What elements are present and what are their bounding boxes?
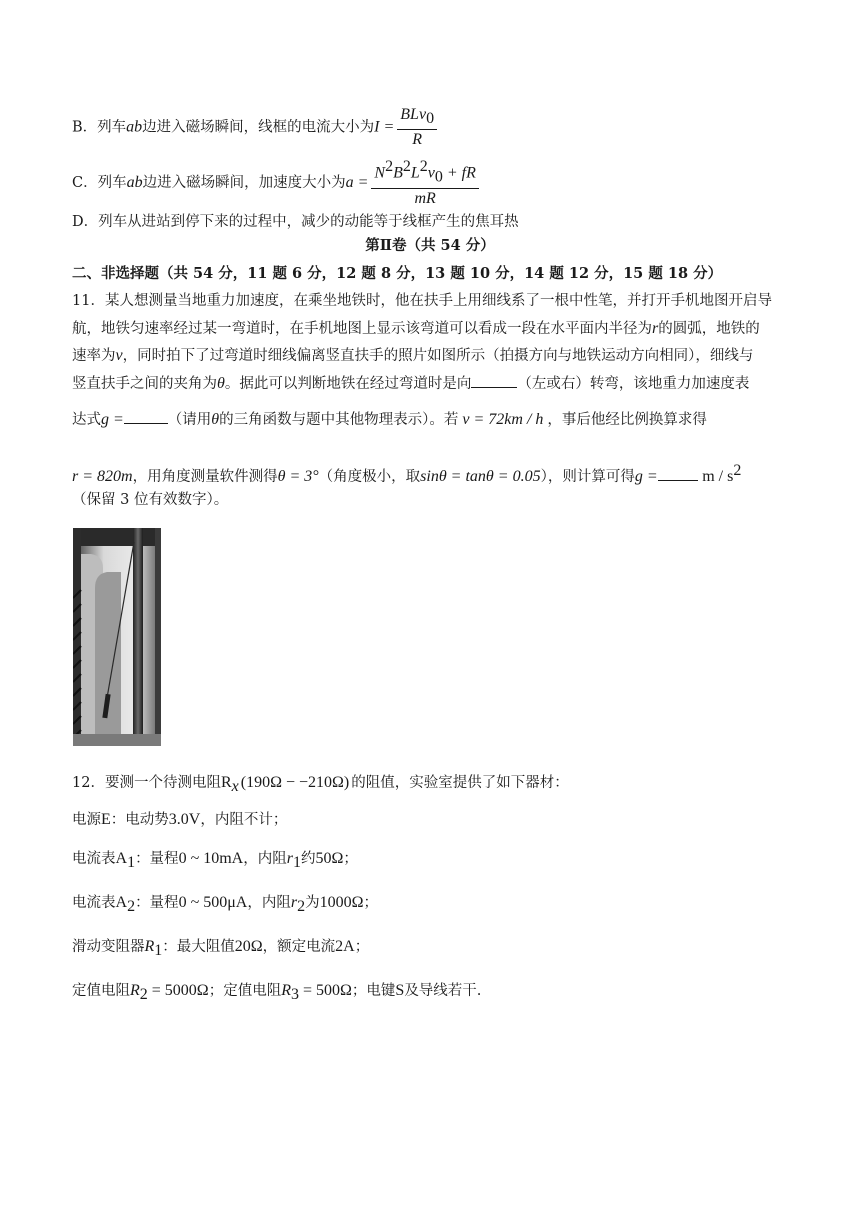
q11-line-3: 速率为v，同时拍下了过弯道时细线偏离竖直扶手的照片如图所示（拍摄方向与地铁运动方向相同），细线与 <box>72 347 754 364</box>
answer-blank-value[interactable] <box>658 480 698 481</box>
q11-line-6: r = 820m，用角度测量软件测得θ = 3°（角度极小，取sinθ = tanθ = 0.05），则计算可得$g = m / s^2$ <box>72 462 742 485</box>
answer-blank-direction[interactable] <box>471 387 517 388</box>
q11-line-5: 达式g = （请用θ的三角函数与题中其他物理表示）。若 v = 72km / h ，事后他经比例换算求得 <box>72 411 707 428</box>
q12-line-4: 电流表$A_2$：量程0 ~ 500μA，内阻$r_2$为1000Ω； <box>72 894 378 915</box>
section-subtitle: 二、非选择题（共 54 分，11 题 6 分，12 题 8 分，13 题 10 分，14 题 12 分，15 题 18 分） <box>72 265 723 282</box>
formula-fraction: $\frac{N^2B^2L^2v_0 + fR}{mR}$ <box>371 158 478 208</box>
option-b: B．列车ab边进入磁场瞬间，线框的电流大小为I = $\frac{BLv_0}{R}$ <box>72 106 440 149</box>
q12-line-2: 电源E：电动势3.0V，内阻不计； <box>72 811 288 828</box>
q11-line-2: 航，地铁匀速率经过某一弯道时，在手机地图上显示该弯道可以看成一段在水平面内半径为r的圆弧，地铁的 <box>72 320 760 337</box>
section-title: 第Ⅱ卷（共 54 分） <box>365 237 495 254</box>
q12-line-1: 12．要测一个待测电阻$R_x$ (190Ω − −210Ω) 的阻值，实验室提供了如下器材： <box>72 774 569 795</box>
subway-handrail-photo <box>73 528 161 746</box>
q12-line-6: 定值电阻$R_2 = 5000\Omega$；定值电阻$R_3 = 500\Omega$；电键S及导线若干. <box>72 982 482 1003</box>
q11-line-7: （保留 3 位有效数字）。 <box>72 492 229 508</box>
q11-line-1: 11．某人想测量当地重力加速度，在乘坐地铁时，他在扶手上用细线系了一根中性笔，并打开手机地图开启导 <box>72 293 772 309</box>
formula-fraction: $\frac{BLv_0}{R}$ <box>397 106 437 149</box>
q12-line-3: 电流表$A_1$：量程0 ~ 10mA，内阻$r_1$约50Ω； <box>72 850 358 871</box>
answer-blank-expression[interactable] <box>124 423 168 424</box>
option-d: D．列车从进站到停下来的过程中，减少的动能等于线框产生的焦耳热 <box>72 214 519 230</box>
q11-line-4: 竖直扶手之间的夹角为θ。据此可以判断地铁在经过弯道时是向 （左或右）转弯，该地重力加速度表 <box>72 375 750 392</box>
q12-line-5: 滑动变阻器$R_1$：最大阻值20Ω，额定电流2A； <box>72 938 370 959</box>
option-c: C．列车ab边进入磁场瞬间，加速度大小为a = $\frac{N^2B^2L^2v_0 + fR}{mR}$ <box>72 158 482 208</box>
